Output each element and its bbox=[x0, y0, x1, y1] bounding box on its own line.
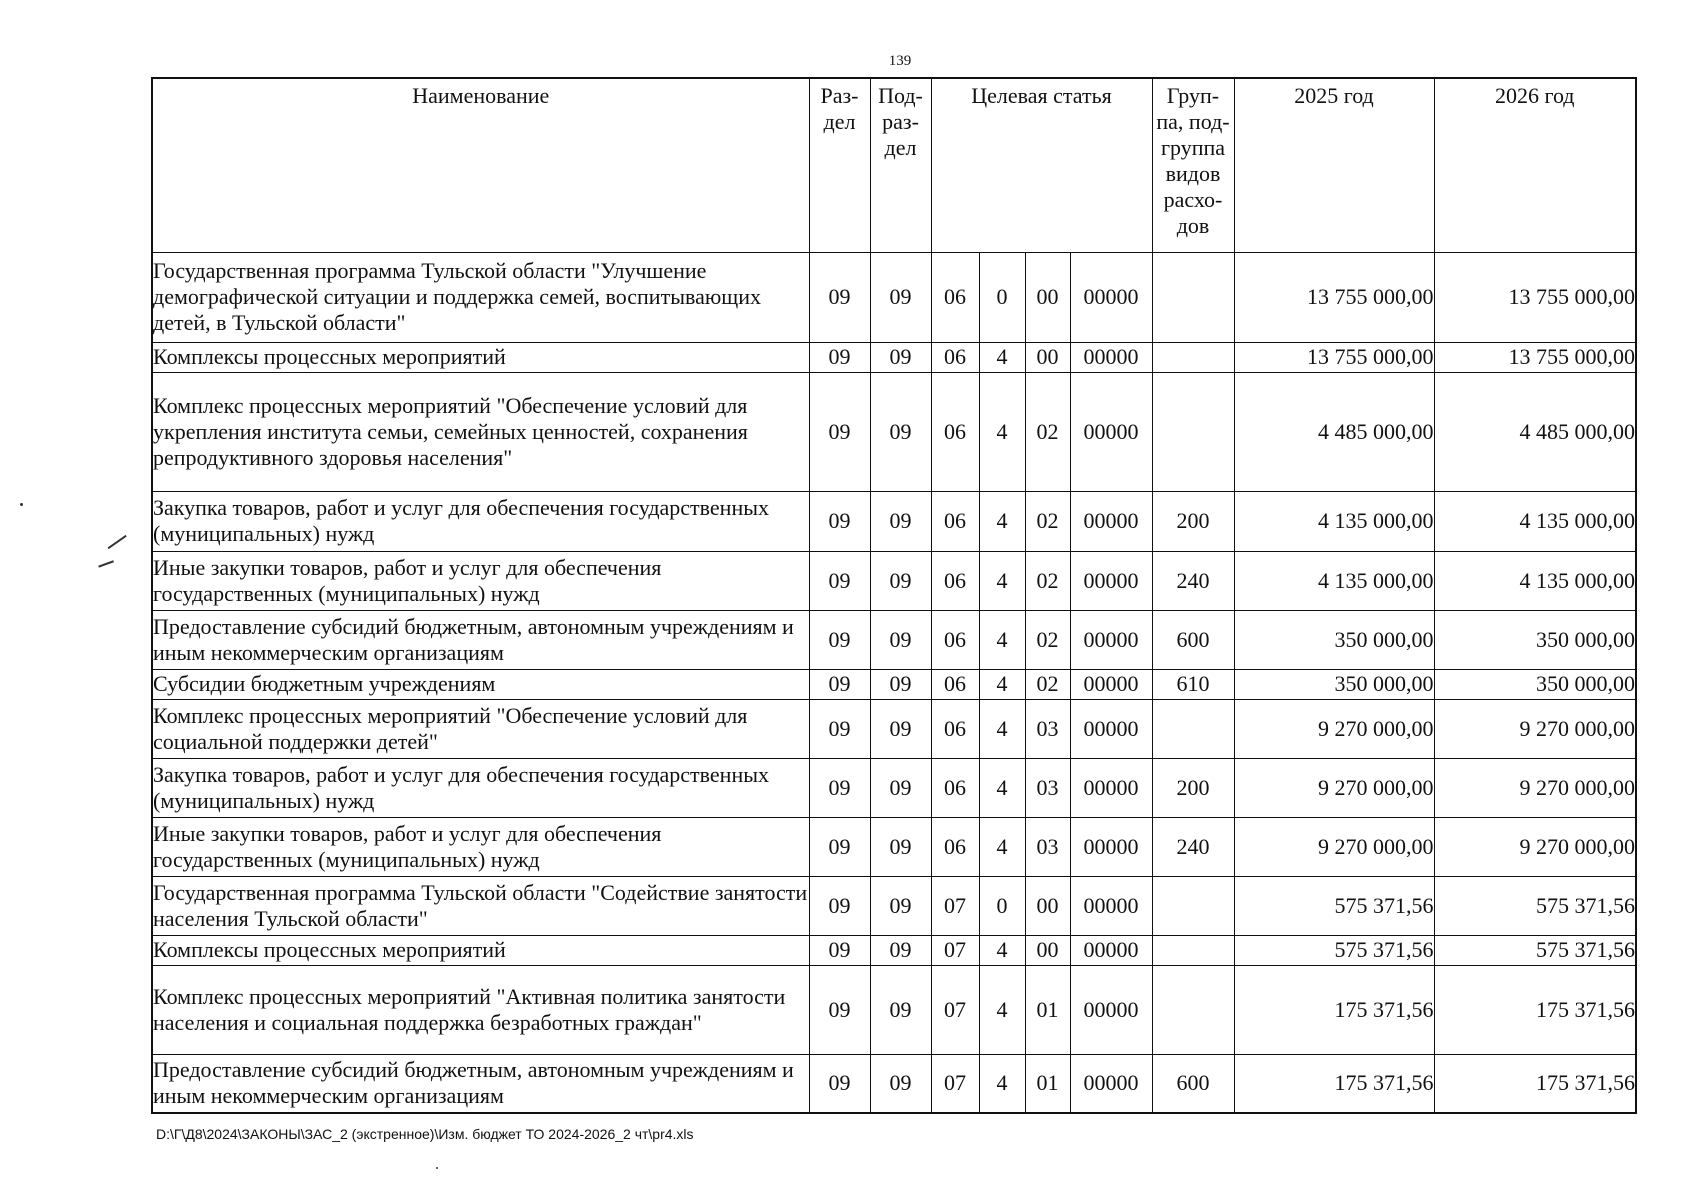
row-type-code: 4 bbox=[979, 965, 1025, 1054]
table-row bbox=[152, 935, 1636, 965]
row-program-code: 06 bbox=[931, 699, 979, 758]
scan-speck bbox=[436, 1167, 438, 1169]
row-program-code: 06 bbox=[931, 669, 979, 699]
row-direction-code: 00000 bbox=[1070, 876, 1152, 935]
row-section: 09 bbox=[809, 372, 870, 491]
row-direction-code: 00000 bbox=[1070, 342, 1152, 372]
header-target-article: Целевая статья bbox=[931, 78, 1152, 252]
row-section: 09 bbox=[809, 252, 870, 342]
row-amount-2025: 4 135 000,00 bbox=[1234, 491, 1434, 551]
row-subsection: 09 bbox=[870, 342, 931, 372]
row-measure-code: 02 bbox=[1025, 372, 1070, 491]
row-amount-2026: 575 371,56 bbox=[1434, 935, 1636, 965]
row-section: 09 bbox=[809, 699, 870, 758]
row-subsection: 09 bbox=[870, 876, 931, 935]
row-type-code: 4 bbox=[979, 342, 1025, 372]
row-expense-group bbox=[1152, 372, 1234, 491]
row-direction-code: 00000 bbox=[1070, 758, 1152, 817]
row-direction-code: 00000 bbox=[1070, 252, 1152, 342]
row-name: Иные закупки товаров, работ и услуг для обеспечения государственных (муниципальных) нужд bbox=[152, 817, 809, 876]
row-amount-2026: 13 755 000,00 bbox=[1434, 252, 1636, 342]
row-expense-group bbox=[1152, 252, 1234, 342]
table-row bbox=[152, 699, 1636, 758]
row-expense-group: 600 bbox=[1152, 610, 1234, 669]
row-direction-code: 00000 bbox=[1070, 669, 1152, 699]
row-expense-group: 610 bbox=[1152, 669, 1234, 699]
row-type-code: 4 bbox=[979, 935, 1025, 965]
row-program-code: 07 bbox=[931, 876, 979, 935]
row-amount-2025: 13 755 000,00 bbox=[1234, 342, 1434, 372]
header-subsection: Под- раз- дел bbox=[870, 78, 931, 252]
row-name: Субсидии бюджетным учреждениям bbox=[152, 669, 809, 699]
row-expense-group bbox=[1152, 876, 1234, 935]
table-row bbox=[152, 965, 1636, 1054]
row-amount-2025: 350 000,00 bbox=[1234, 669, 1434, 699]
row-expense-group: 600 bbox=[1152, 1054, 1234, 1113]
file-path-footer: D:\Г\Д8\2024\ЗАКОНЫ\ЗАС_2 (экстренное)\Изм. бюджет ТО 2024-2026_2 чт\pr4.xls bbox=[156, 1126, 694, 1142]
row-amount-2025: 9 270 000,00 bbox=[1234, 758, 1434, 817]
row-name: Государственная программа Тульской области "Улучшение демографической ситуации и поддержка семей, воспитывающих детей, в Тульской области" bbox=[152, 252, 809, 342]
row-name: Предоставление субсидий бюджетным, автономным учреждениям и иным некоммерческим организациям bbox=[152, 610, 809, 669]
row-expense-group bbox=[1152, 965, 1234, 1054]
row-measure-code: 02 bbox=[1025, 491, 1070, 551]
row-subsection: 09 bbox=[870, 817, 931, 876]
header-year-2026: 2026 год bbox=[1434, 78, 1636, 252]
row-type-code: 0 bbox=[979, 252, 1025, 342]
row-type-code: 4 bbox=[979, 699, 1025, 758]
row-type-code: 4 bbox=[979, 758, 1025, 817]
row-section: 09 bbox=[809, 669, 870, 699]
row-amount-2026: 9 270 000,00 bbox=[1434, 758, 1636, 817]
row-program-code: 06 bbox=[931, 610, 979, 669]
row-measure-code: 00 bbox=[1025, 876, 1070, 935]
row-expense-group: 240 bbox=[1152, 551, 1234, 610]
row-measure-code: 03 bbox=[1025, 817, 1070, 876]
row-subsection: 09 bbox=[870, 551, 931, 610]
row-name: Закупка товаров, работ и услуг для обеспечения государственных (муниципальных) нужд bbox=[152, 491, 809, 551]
row-expense-group bbox=[1152, 699, 1234, 758]
row-program-code: 06 bbox=[931, 551, 979, 610]
row-name: Комплекс процессных мероприятий "Активная политика занятости населения и социальная поддержка безработных граждан" bbox=[152, 965, 809, 1054]
row-measure-code: 03 bbox=[1025, 758, 1070, 817]
row-name: Комплексы процессных мероприятий bbox=[152, 935, 809, 965]
row-measure-code: 00 bbox=[1025, 342, 1070, 372]
row-subsection: 09 bbox=[870, 758, 931, 817]
row-amount-2025: 4 135 000,00 bbox=[1234, 551, 1434, 610]
row-name: Предоставление субсидий бюджетным, автономным учреждениям и иным некоммерческим организациям bbox=[152, 1054, 809, 1113]
row-section: 09 bbox=[809, 876, 870, 935]
row-program-code: 06 bbox=[931, 758, 979, 817]
scan-speck bbox=[20, 503, 23, 506]
row-type-code: 4 bbox=[979, 491, 1025, 551]
row-program-code: 07 bbox=[931, 935, 979, 965]
row-direction-code: 00000 bbox=[1070, 817, 1152, 876]
row-direction-code: 00000 bbox=[1070, 372, 1152, 491]
row-measure-code: 03 bbox=[1025, 699, 1070, 758]
scan-pen-stroke bbox=[98, 560, 114, 567]
row-name: Комплекс процессных мероприятий "Обеспечение условий для социальной поддержки детей" bbox=[152, 699, 809, 758]
row-subsection: 09 bbox=[870, 610, 931, 669]
row-program-code: 07 bbox=[931, 1054, 979, 1113]
header-row bbox=[152, 78, 1636, 252]
row-section: 09 bbox=[809, 551, 870, 610]
row-subsection: 09 bbox=[870, 669, 931, 699]
row-amount-2026: 13 755 000,00 bbox=[1434, 342, 1636, 372]
row-section: 09 bbox=[809, 758, 870, 817]
row-measure-code: 00 bbox=[1025, 252, 1070, 342]
row-amount-2025: 575 371,56 bbox=[1234, 876, 1434, 935]
table-row bbox=[152, 372, 1636, 491]
page-number: 139 bbox=[888, 53, 912, 69]
row-program-code: 07 bbox=[931, 965, 979, 1054]
row-name: Закупка товаров, работ и услуг для обеспечения государственных (муниципальных) нужд bbox=[152, 758, 809, 817]
row-amount-2026: 175 371,56 bbox=[1434, 965, 1636, 1054]
table-row bbox=[152, 669, 1636, 699]
row-amount-2026: 4 135 000,00 bbox=[1434, 551, 1636, 610]
row-type-code: 4 bbox=[979, 1054, 1025, 1113]
row-amount-2025: 575 371,56 bbox=[1234, 935, 1434, 965]
row-subsection: 09 bbox=[870, 965, 931, 1054]
row-type-code: 4 bbox=[979, 610, 1025, 669]
row-amount-2025: 4 485 000,00 bbox=[1234, 372, 1434, 491]
row-expense-group bbox=[1152, 935, 1234, 965]
row-section: 09 bbox=[809, 965, 870, 1054]
table-row bbox=[152, 252, 1636, 342]
row-program-code: 06 bbox=[931, 252, 979, 342]
row-subsection: 09 bbox=[870, 1054, 931, 1113]
row-measure-code: 02 bbox=[1025, 610, 1070, 669]
row-program-code: 06 bbox=[931, 342, 979, 372]
row-amount-2025: 9 270 000,00 bbox=[1234, 817, 1434, 876]
row-direction-code: 00000 bbox=[1070, 551, 1152, 610]
row-program-code: 06 bbox=[931, 491, 979, 551]
row-amount-2026: 350 000,00 bbox=[1434, 669, 1636, 699]
table-row bbox=[152, 758, 1636, 817]
table-row bbox=[152, 817, 1636, 876]
row-subsection: 09 bbox=[870, 935, 931, 965]
table-row bbox=[152, 342, 1636, 372]
row-expense-group: 240 bbox=[1152, 817, 1234, 876]
header-section: Раз- дел bbox=[809, 78, 870, 252]
table-row bbox=[152, 551, 1636, 610]
table-row bbox=[152, 1054, 1636, 1113]
row-type-code: 0 bbox=[979, 876, 1025, 935]
row-amount-2025: 350 000,00 bbox=[1234, 610, 1434, 669]
row-subsection: 09 bbox=[870, 699, 931, 758]
row-subsection: 09 bbox=[870, 491, 931, 551]
row-section: 09 bbox=[809, 935, 870, 965]
row-direction-code: 00000 bbox=[1070, 699, 1152, 758]
row-amount-2026: 575 371,56 bbox=[1434, 876, 1636, 935]
row-measure-code: 02 bbox=[1025, 669, 1070, 699]
row-measure-code: 01 bbox=[1025, 965, 1070, 1054]
row-section: 09 bbox=[809, 342, 870, 372]
row-amount-2025: 13 755 000,00 bbox=[1234, 252, 1434, 342]
row-program-code: 06 bbox=[931, 817, 979, 876]
row-type-code: 4 bbox=[979, 551, 1025, 610]
budget-table bbox=[151, 77, 1637, 1114]
row-amount-2026: 9 270 000,00 bbox=[1434, 699, 1636, 758]
row-amount-2025: 9 270 000,00 bbox=[1234, 699, 1434, 758]
table-row bbox=[152, 491, 1636, 551]
header-name: Наименование bbox=[152, 78, 809, 252]
row-type-code: 4 bbox=[979, 669, 1025, 699]
scan-pen-stroke bbox=[108, 535, 127, 549]
row-section: 09 bbox=[809, 1054, 870, 1113]
row-name: Государственная программа Тульской области "Содействие занятости населения Тульской области" bbox=[152, 876, 809, 935]
row-direction-code: 00000 bbox=[1070, 1054, 1152, 1113]
table-row bbox=[152, 610, 1636, 669]
header-year-2025: 2025 год bbox=[1234, 78, 1434, 252]
row-direction-code: 00000 bbox=[1070, 491, 1152, 551]
row-measure-code: 02 bbox=[1025, 551, 1070, 610]
row-amount-2025: 175 371,56 bbox=[1234, 1054, 1434, 1113]
row-amount-2026: 175 371,56 bbox=[1434, 1054, 1636, 1113]
row-name: Комплексы процессных мероприятий bbox=[152, 342, 809, 372]
table-row bbox=[152, 876, 1636, 935]
row-subsection: 09 bbox=[870, 252, 931, 342]
row-amount-2026: 350 000,00 bbox=[1434, 610, 1636, 669]
row-section: 09 bbox=[809, 817, 870, 876]
row-measure-code: 00 bbox=[1025, 935, 1070, 965]
row-measure-code: 01 bbox=[1025, 1054, 1070, 1113]
row-type-code: 4 bbox=[979, 372, 1025, 491]
row-amount-2026: 9 270 000,00 bbox=[1434, 817, 1636, 876]
row-direction-code: 00000 bbox=[1070, 610, 1152, 669]
row-type-code: 4 bbox=[979, 817, 1025, 876]
row-name: Иные закупки товаров, работ и услуг для обеспечения государственных (муниципальных) нужд bbox=[152, 551, 809, 610]
row-section: 09 bbox=[809, 610, 870, 669]
row-section: 09 bbox=[809, 491, 870, 551]
row-expense-group: 200 bbox=[1152, 758, 1234, 817]
row-amount-2025: 175 371,56 bbox=[1234, 965, 1434, 1054]
row-amount-2026: 4 485 000,00 bbox=[1434, 372, 1636, 491]
row-program-code: 06 bbox=[931, 372, 979, 491]
row-direction-code: 00000 bbox=[1070, 965, 1152, 1054]
row-subsection: 09 bbox=[870, 372, 931, 491]
row-direction-code: 00000 bbox=[1070, 935, 1152, 965]
header-expense-group: Груп- па, под- группа видов расхо- дов bbox=[1152, 78, 1234, 252]
row-amount-2026: 4 135 000,00 bbox=[1434, 491, 1636, 551]
row-name: Комплекс процессных мероприятий "Обеспечение условий для укрепления института семьи, семейных ценностей, сохранения репродуктивного здоровья населения" bbox=[152, 372, 809, 491]
row-expense-group bbox=[1152, 342, 1234, 372]
row-expense-group: 200 bbox=[1152, 491, 1234, 551]
